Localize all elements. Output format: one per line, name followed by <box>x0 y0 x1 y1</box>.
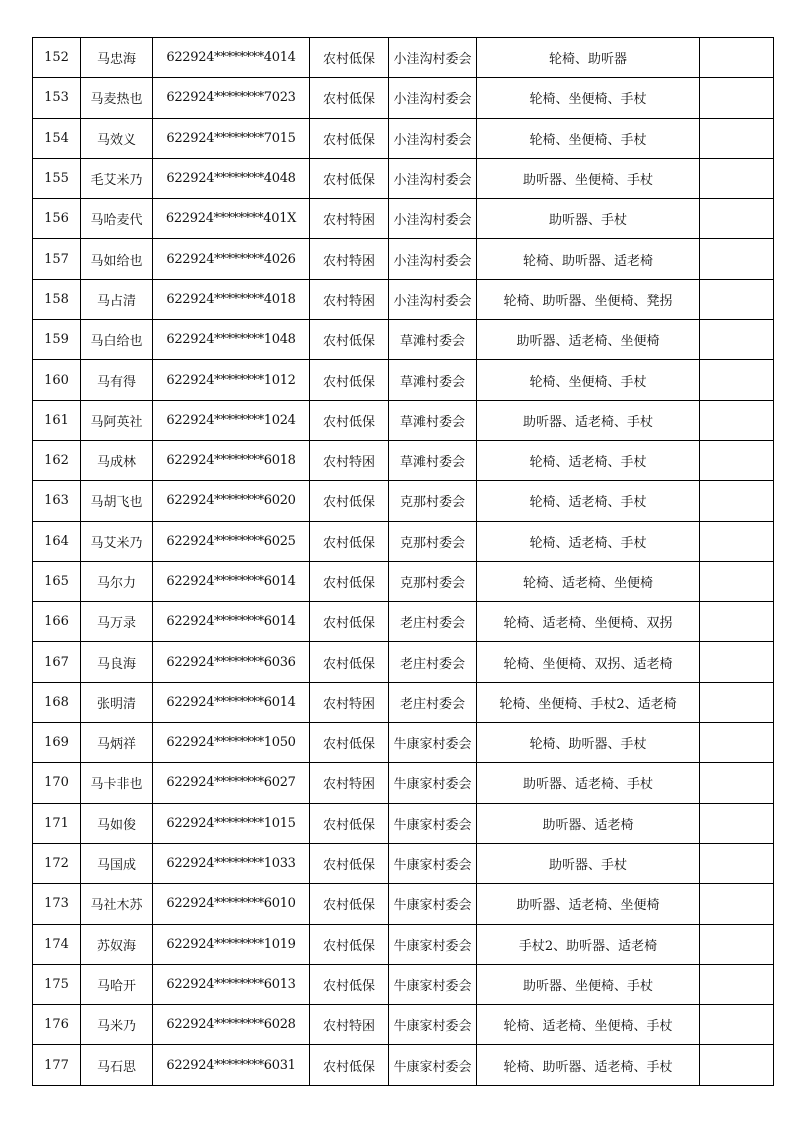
village-committee-cell: 牛康家村委会 <box>389 924 477 964</box>
remarks-cell <box>700 682 774 722</box>
assistive-devices-cell: 轮椅、坐便椅、手杖 <box>477 360 700 400</box>
assistive-devices-cell: 轮椅、助听器 <box>477 38 700 78</box>
village-committee-cell: 克那村委会 <box>389 521 477 561</box>
row-number-cell: 177 <box>33 1045 81 1085</box>
name-cell: 马效义 <box>81 118 153 158</box>
name-cell: 马石思 <box>81 1045 153 1085</box>
row-number-cell: 165 <box>33 561 81 601</box>
village-committee-cell: 小洼沟村委会 <box>389 78 477 118</box>
name-cell: 马占清 <box>81 279 153 319</box>
name-cell: 马哈麦代 <box>81 199 153 239</box>
table-row <box>33 400 774 440</box>
row-number-cell: 164 <box>33 521 81 561</box>
name-cell: 马尔力 <box>81 561 153 601</box>
id-number-cell: 622924********1048 <box>153 320 310 360</box>
category-cell: 农村低保 <box>310 924 389 964</box>
village-committee-cell: 草滩村委会 <box>389 440 477 480</box>
village-committee-cell: 小洼沟村委会 <box>389 279 477 319</box>
id-number-cell: 622924********4018 <box>153 279 310 319</box>
village-committee-cell: 牛康家村委会 <box>389 964 477 1004</box>
row-number-cell: 154 <box>33 118 81 158</box>
village-committee-cell: 牛康家村委会 <box>389 763 477 803</box>
beneficiary-table <box>32 37 774 1086</box>
category-cell: 农村特困 <box>310 279 389 319</box>
row-number-cell: 160 <box>33 360 81 400</box>
id-number-cell: 622924********6025 <box>153 521 310 561</box>
table-row <box>33 38 774 78</box>
table-row <box>33 561 774 601</box>
row-number-cell: 157 <box>33 239 81 279</box>
table-row <box>33 320 774 360</box>
id-number-cell: 622924********6018 <box>153 440 310 480</box>
category-cell: 农村低保 <box>310 320 389 360</box>
id-number-cell: 622924********4048 <box>153 158 310 198</box>
table-row <box>33 682 774 722</box>
remarks-cell <box>700 320 774 360</box>
assistive-devices-cell: 助听器、适老椅、坐便椅 <box>477 320 700 360</box>
village-committee-cell: 克那村委会 <box>389 481 477 521</box>
table-row <box>33 964 774 1004</box>
id-number-cell: 622924********6014 <box>153 561 310 601</box>
assistive-devices-cell: 轮椅、适老椅、坐便椅、手杖 <box>477 1005 700 1045</box>
id-number-cell: 622924********1024 <box>153 400 310 440</box>
row-number-cell: 172 <box>33 843 81 883</box>
remarks-cell <box>700 843 774 883</box>
category-cell: 农村低保 <box>310 602 389 642</box>
table-row <box>33 642 774 682</box>
category-cell: 农村特困 <box>310 199 389 239</box>
remarks-cell <box>700 118 774 158</box>
category-cell: 农村低保 <box>310 803 389 843</box>
name-cell: 马国成 <box>81 843 153 883</box>
remarks-cell <box>700 199 774 239</box>
assistive-devices-cell: 轮椅、助听器、适老椅、手杖 <box>477 1045 700 1085</box>
name-cell: 张明清 <box>81 682 153 722</box>
village-committee-cell: 小洼沟村委会 <box>389 158 477 198</box>
table-row <box>33 843 774 883</box>
table-row <box>33 1045 774 1085</box>
row-number-cell: 152 <box>33 38 81 78</box>
name-cell: 马成林 <box>81 440 153 480</box>
category-cell: 农村特困 <box>310 763 389 803</box>
category-cell: 农村低保 <box>310 723 389 763</box>
category-cell: 农村低保 <box>310 884 389 924</box>
assistive-devices-cell: 助听器、手杖 <box>477 199 700 239</box>
table-row <box>33 521 774 561</box>
name-cell: 马良海 <box>81 642 153 682</box>
name-cell: 马艾米乃 <box>81 521 153 561</box>
remarks-cell <box>700 642 774 682</box>
category-cell: 农村低保 <box>310 400 389 440</box>
id-number-cell: 622924********4026 <box>153 239 310 279</box>
remarks-cell <box>700 440 774 480</box>
row-number-cell: 166 <box>33 602 81 642</box>
row-number-cell: 159 <box>33 320 81 360</box>
table-row <box>33 158 774 198</box>
name-cell: 马阿英社 <box>81 400 153 440</box>
name-cell: 马有得 <box>81 360 153 400</box>
remarks-cell <box>700 924 774 964</box>
name-cell: 马忠海 <box>81 38 153 78</box>
row-number-cell: 175 <box>33 964 81 1004</box>
assistive-devices-cell: 助听器、适老椅、手杖 <box>477 763 700 803</box>
category-cell: 农村特困 <box>310 440 389 480</box>
assistive-devices-cell: 轮椅、适老椅、手杖 <box>477 481 700 521</box>
table-row <box>33 1005 774 1045</box>
id-number-cell: 622924********7015 <box>153 118 310 158</box>
remarks-cell <box>700 400 774 440</box>
name-cell: 马卡非也 <box>81 763 153 803</box>
id-number-cell: 622924********1012 <box>153 360 310 400</box>
category-cell: 农村低保 <box>310 521 389 561</box>
row-number-cell: 170 <box>33 763 81 803</box>
assistive-devices-cell: 轮椅、助听器、手杖 <box>477 723 700 763</box>
remarks-cell <box>700 602 774 642</box>
table-row <box>33 360 774 400</box>
category-cell: 农村低保 <box>310 78 389 118</box>
row-number-cell: 163 <box>33 481 81 521</box>
row-number-cell: 162 <box>33 440 81 480</box>
table-row <box>33 723 774 763</box>
village-committee-cell: 牛康家村委会 <box>389 1005 477 1045</box>
village-committee-cell: 牛康家村委会 <box>389 843 477 883</box>
row-number-cell: 169 <box>33 723 81 763</box>
village-committee-cell: 克那村委会 <box>389 561 477 601</box>
remarks-cell <box>700 38 774 78</box>
category-cell: 农村低保 <box>310 38 389 78</box>
remarks-cell <box>700 1005 774 1045</box>
table-row <box>33 440 774 480</box>
village-committee-cell: 小洼沟村委会 <box>389 239 477 279</box>
village-committee-cell: 草滩村委会 <box>389 360 477 400</box>
name-cell: 马米乃 <box>81 1005 153 1045</box>
id-number-cell: 622924********1019 <box>153 924 310 964</box>
beneficiary-table-body <box>33 38 774 1086</box>
category-cell: 农村低保 <box>310 561 389 601</box>
village-committee-cell: 小洼沟村委会 <box>389 118 477 158</box>
table-row <box>33 602 774 642</box>
id-number-cell: 622924********6014 <box>153 682 310 722</box>
id-number-cell: 622924********1050 <box>153 723 310 763</box>
table-row <box>33 481 774 521</box>
remarks-cell <box>700 884 774 924</box>
name-cell: 马哈开 <box>81 964 153 1004</box>
table-row <box>33 763 774 803</box>
village-committee-cell: 草滩村委会 <box>389 320 477 360</box>
category-cell: 农村特困 <box>310 682 389 722</box>
id-number-cell: 622924********6010 <box>153 884 310 924</box>
village-committee-cell: 老庄村委会 <box>389 682 477 722</box>
remarks-cell <box>700 239 774 279</box>
village-committee-cell: 牛康家村委会 <box>389 723 477 763</box>
assistive-devices-cell: 助听器、适老椅、坐便椅 <box>477 884 700 924</box>
id-number-cell: 622924********4014 <box>153 38 310 78</box>
remarks-cell <box>700 964 774 1004</box>
remarks-cell <box>700 723 774 763</box>
row-number-cell: 161 <box>33 400 81 440</box>
row-number-cell: 171 <box>33 803 81 843</box>
assistive-devices-cell: 助听器、坐便椅、手杖 <box>477 964 700 1004</box>
remarks-cell <box>700 561 774 601</box>
name-cell: 马如给也 <box>81 239 153 279</box>
category-cell: 农村低保 <box>310 843 389 883</box>
id-number-cell: 622924********6031 <box>153 1045 310 1085</box>
row-number-cell: 156 <box>33 199 81 239</box>
id-number-cell: 622924********6036 <box>153 642 310 682</box>
row-number-cell: 174 <box>33 924 81 964</box>
assistive-devices-cell: 助听器、适老椅 <box>477 803 700 843</box>
name-cell: 马如俊 <box>81 803 153 843</box>
name-cell: 马炳祥 <box>81 723 153 763</box>
remarks-cell <box>700 360 774 400</box>
assistive-devices-cell: 轮椅、坐便椅、手杖2、适老椅 <box>477 682 700 722</box>
id-number-cell: 622924********6020 <box>153 481 310 521</box>
remarks-cell <box>700 763 774 803</box>
category-cell: 农村低保 <box>310 360 389 400</box>
id-number-cell: 622924********1033 <box>153 843 310 883</box>
id-number-cell: 622924********6028 <box>153 1005 310 1045</box>
name-cell: 马胡飞也 <box>81 481 153 521</box>
category-cell: 农村低保 <box>310 1045 389 1085</box>
name-cell: 马万录 <box>81 602 153 642</box>
village-committee-cell: 牛康家村委会 <box>389 803 477 843</box>
row-number-cell: 173 <box>33 884 81 924</box>
table-row <box>33 884 774 924</box>
remarks-cell <box>700 803 774 843</box>
assistive-devices-cell: 轮椅、适老椅、坐便椅、双拐 <box>477 602 700 642</box>
row-number-cell: 153 <box>33 78 81 118</box>
category-cell: 农村低保 <box>310 118 389 158</box>
assistive-devices-cell: 轮椅、适老椅、手杖 <box>477 521 700 561</box>
village-committee-cell: 老庄村委会 <box>389 602 477 642</box>
id-number-cell: 622924********6014 <box>153 602 310 642</box>
row-number-cell: 176 <box>33 1005 81 1045</box>
village-committee-cell: 草滩村委会 <box>389 400 477 440</box>
village-committee-cell: 小洼沟村委会 <box>389 38 477 78</box>
assistive-devices-cell: 轮椅、适老椅、手杖 <box>477 440 700 480</box>
category-cell: 农村低保 <box>310 158 389 198</box>
remarks-cell <box>700 521 774 561</box>
id-number-cell: 622924********6027 <box>153 763 310 803</box>
category-cell: 农村低保 <box>310 964 389 1004</box>
remarks-cell <box>700 279 774 319</box>
remarks-cell <box>700 481 774 521</box>
assistive-devices-cell: 手杖2、助听器、适老椅 <box>477 924 700 964</box>
assistive-devices-cell: 轮椅、适老椅、坐便椅 <box>477 561 700 601</box>
row-number-cell: 155 <box>33 158 81 198</box>
assistive-devices-cell: 轮椅、助听器、适老椅 <box>477 239 700 279</box>
id-number-cell: 622924********7023 <box>153 78 310 118</box>
table-row <box>33 279 774 319</box>
table-row <box>33 924 774 964</box>
name-cell: 马社木苏 <box>81 884 153 924</box>
remarks-cell <box>700 78 774 118</box>
id-number-cell: 622924********6013 <box>153 964 310 1004</box>
assistive-devices-cell: 助听器、手杖 <box>477 843 700 883</box>
assistive-devices-cell: 轮椅、坐便椅、手杖 <box>477 118 700 158</box>
name-cell: 苏奴海 <box>81 924 153 964</box>
table-row <box>33 118 774 158</box>
name-cell: 毛艾米乃 <box>81 158 153 198</box>
village-committee-cell: 牛康家村委会 <box>389 1045 477 1085</box>
remarks-cell <box>700 158 774 198</box>
row-number-cell: 168 <box>33 682 81 722</box>
category-cell: 农村低保 <box>310 481 389 521</box>
category-cell: 农村低保 <box>310 642 389 682</box>
assistive-devices-cell: 助听器、坐便椅、手杖 <box>477 158 700 198</box>
category-cell: 农村特困 <box>310 239 389 279</box>
row-number-cell: 167 <box>33 642 81 682</box>
table-row <box>33 199 774 239</box>
assistive-devices-cell: 轮椅、坐便椅、手杖 <box>477 78 700 118</box>
village-committee-cell: 牛康家村委会 <box>389 884 477 924</box>
village-committee-cell: 小洼沟村委会 <box>389 199 477 239</box>
village-committee-cell: 老庄村委会 <box>389 642 477 682</box>
id-number-cell: 622924********401X <box>153 199 310 239</box>
id-number-cell: 622924********1015 <box>153 803 310 843</box>
name-cell: 马白给也 <box>81 320 153 360</box>
assistive-devices-cell: 助听器、适老椅、手杖 <box>477 400 700 440</box>
row-number-cell: 158 <box>33 279 81 319</box>
name-cell: 马麦热也 <box>81 78 153 118</box>
table-row <box>33 78 774 118</box>
table-row <box>33 239 774 279</box>
assistive-devices-cell: 轮椅、坐便椅、双拐、适老椅 <box>477 642 700 682</box>
category-cell: 农村特困 <box>310 1005 389 1045</box>
remarks-cell <box>700 1045 774 1085</box>
assistive-devices-cell: 轮椅、助听器、坐便椅、凳拐 <box>477 279 700 319</box>
table-row <box>33 803 774 843</box>
